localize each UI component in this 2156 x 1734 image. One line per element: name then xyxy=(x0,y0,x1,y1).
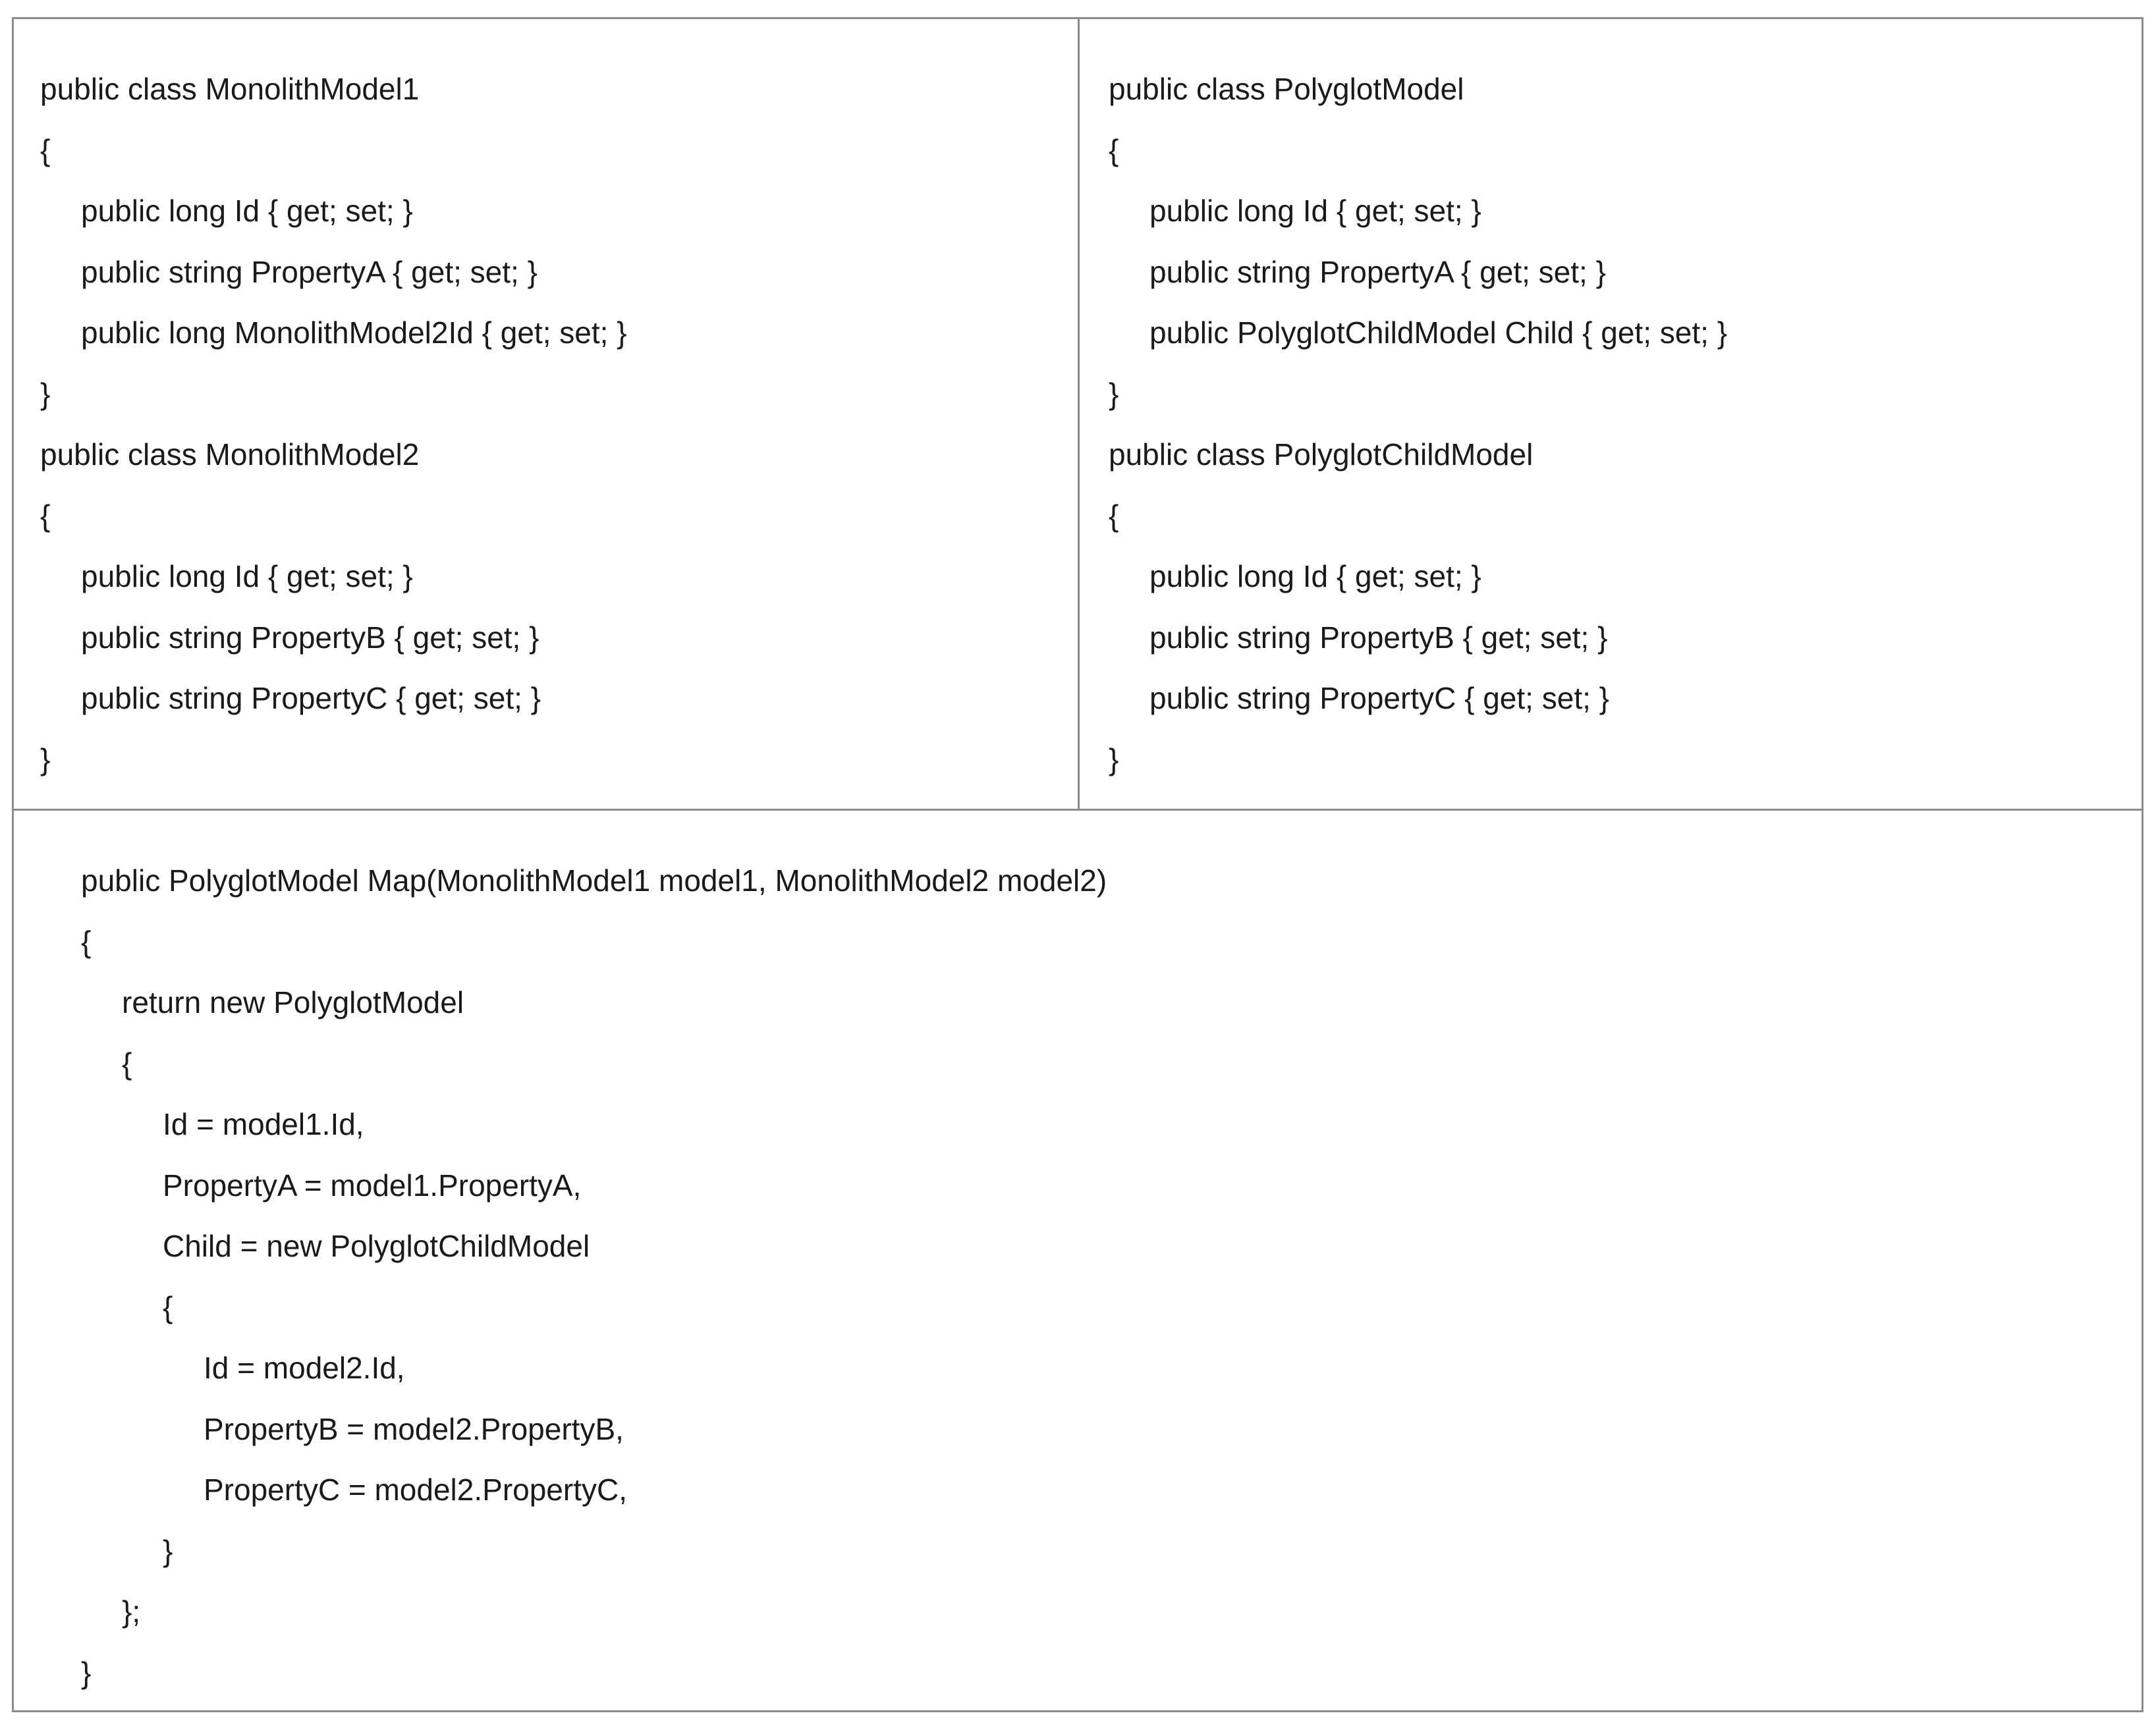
code-line: public long Id { get; set; } xyxy=(1149,194,1481,228)
code-line: public string PropertyA { get; set; } xyxy=(81,254,538,289)
code-line: public string PropertyA { get; set; } xyxy=(1149,254,1606,289)
code-line: { xyxy=(1109,132,1119,167)
code-line: Id = model1.Id, xyxy=(163,1107,364,1141)
map-method-cell xyxy=(14,811,2142,1710)
code-line: public class PolyglotModel xyxy=(1109,72,1464,106)
code-line: public class MonolithModel2 xyxy=(40,437,420,472)
monolith-models-cell xyxy=(14,19,1080,811)
code-comparison-table xyxy=(12,17,2143,1712)
code-line: } xyxy=(81,1655,92,1690)
code-line: } xyxy=(163,1533,173,1568)
code-line: public string PropertyB { get; set; } xyxy=(1149,620,1608,655)
polyglot-models-code xyxy=(1109,59,1727,790)
code-line: { xyxy=(122,1046,132,1081)
code-line: { xyxy=(1109,498,1119,533)
map-method-code xyxy=(40,850,1107,1703)
code-line: { xyxy=(40,498,51,533)
code-line: public string PropertyC { get; set; } xyxy=(1149,681,1610,715)
code-line: public long Id { get; set; } xyxy=(81,194,413,228)
code-line: public long MonolithModel2Id { get; set; } xyxy=(81,315,627,350)
code-line: { xyxy=(81,924,92,959)
polyglot-models-cell xyxy=(1080,19,2143,811)
code-line: } xyxy=(1109,742,1119,776)
code-line: } xyxy=(1109,376,1119,411)
code-line: return new PolyglotModel xyxy=(122,985,464,1019)
code-line: PropertyA = model1.PropertyA, xyxy=(163,1168,582,1203)
code-line: public string PropertyB { get; set; } xyxy=(81,620,539,655)
code-line: { xyxy=(163,1289,173,1324)
code-line: public PolyglotModel Map(MonolithModel1 model1, MonolithModel2 model2) xyxy=(81,863,1107,898)
code-line: public long Id { get; set; } xyxy=(1149,559,1481,593)
monolith-models-code xyxy=(40,59,627,790)
code-line: } xyxy=(40,742,51,776)
code-line: { xyxy=(40,132,51,167)
code-line: }; xyxy=(122,1594,141,1629)
code-line: Child = new PolyglotChildModel xyxy=(163,1229,590,1263)
code-line: PropertyB = model2.PropertyB, xyxy=(204,1411,624,1446)
code-line: public class MonolithModel1 xyxy=(40,72,420,106)
code-line: Id = model2.Id, xyxy=(204,1351,405,1385)
code-line: public string PropertyC { get; set; } xyxy=(81,681,541,715)
code-line: public long Id { get; set; } xyxy=(81,559,413,593)
code-line: public class PolyglotChildModel xyxy=(1109,437,1534,472)
code-line: } xyxy=(40,376,51,411)
code-line: PropertyC = model2.PropertyC, xyxy=(204,1473,627,1507)
code-line: public PolyglotChildModel Child { get; set; } xyxy=(1149,315,1728,350)
